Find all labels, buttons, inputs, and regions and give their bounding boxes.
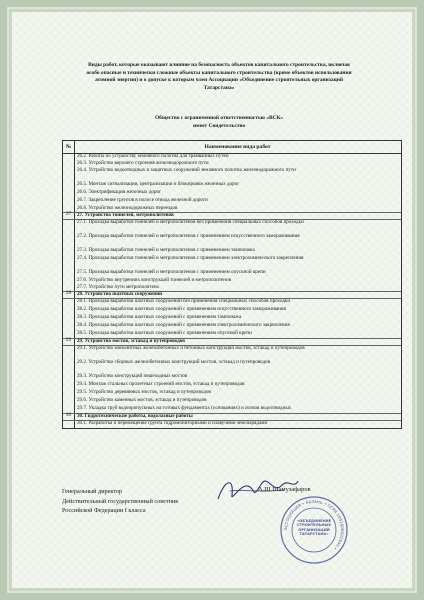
row-work-type: 29.4. Монтаж стальных пролетных строений мостов, эстакад и путепроводов: [77, 380, 245, 387]
table-row: [63, 197, 401, 205]
row-number: 29: [65, 337, 72, 343]
row-number: [63, 359, 74, 373]
table-row: [63, 373, 401, 381]
table-row: [63, 277, 401, 284]
row-work-type: 26.2. Работы по устройству земляного полотна для трамвайных путей: [77, 152, 229, 159]
table-row: [63, 255, 401, 269]
row-work-type: 28.1. Проходка выработки шахтных сооружений без применения специальных способов проходки: [77, 297, 291, 304]
header-line: особо опасные и технически сложные объекты капитального строительства (кроме объектов использования: [86, 69, 352, 76]
row-number: 27: [65, 211, 72, 217]
row-number: [63, 373, 74, 381]
row-number: [63, 197, 74, 205]
work-types-table: [62, 140, 402, 429]
row-number: [63, 160, 74, 167]
column-header-number: №: [63, 141, 75, 153]
row-number: [63, 298, 74, 306]
signatory-rank: Действительный государственный советник: [62, 497, 179, 505]
header-line: Татарстана»: [203, 84, 235, 91]
row-work-type: 29.3. Устройство конструкций пешеходных мостов: [77, 372, 188, 379]
row-number: [63, 381, 74, 389]
table-row: [63, 359, 401, 373]
table-row: [63, 397, 401, 405]
row-work-type: 27.1. Проходка выработки тоннелей и метрополитенов без применения специальных способов проходки: [77, 218, 304, 225]
row-work-type: 28.2. Проходка выработки шахтных сооружений с применением искусственного замораживания: [77, 305, 286, 312]
row-number: [63, 314, 74, 322]
table-row: [63, 389, 401, 397]
row-work-type: 28. Устройство шахтных сооружений: [77, 290, 163, 297]
row-work-type: 29.6. Устройство каменных мостов, эстакад и путепроводов: [77, 396, 207, 403]
row-work-type: 26.8. Устройство железнодорожных переездов: [77, 204, 178, 211]
document-header: [27, 62, 411, 92]
row-work-type: 27.5. Проходка выработки тоннелей и метрополитенов с применением опускной крепи: [77, 268, 266, 275]
table-row: [63, 160, 401, 167]
row-number: [63, 247, 74, 255]
row-number: [63, 233, 74, 247]
row-work-type: 28.3. Проходка выработки шахтных сооружений с применением тампонажа: [77, 313, 242, 320]
row-number: [63, 389, 74, 397]
row-number: 30: [65, 412, 72, 418]
row-number: [63, 345, 74, 359]
row-number: [63, 255, 74, 269]
row-work-type: 27. Устройство тоннелей, метрополитенов: [77, 211, 174, 218]
row-work-type: 27.7. Устройство пути метрополитена: [77, 283, 159, 290]
table-row: [63, 314, 401, 322]
row-number: [63, 153, 74, 160]
row-work-type: 30.1. Разработка и перемещение грунта гидромониторными и плавучими земснарядами: [77, 419, 268, 426]
row-number: [63, 420, 74, 429]
row-number: [63, 397, 74, 405]
row-work-type: 29.5. Устройство деревянных мостов, эстакад и путепроводов: [77, 388, 211, 395]
signatory-position: Генеральный директор: [62, 488, 123, 495]
row-work-type: 28.4. Проходка выработки шахтных сооружений с применением электрохимического закрепления: [77, 321, 290, 328]
row-number: [63, 322, 74, 330]
row-work-type: 27.6. Устройство внутренних конструкций тоннелей и метрополитенов: [77, 276, 231, 283]
column-header-name: Наименование вида работ: [204, 144, 271, 150]
row-number: [63, 189, 74, 197]
row-number: [63, 219, 74, 233]
table-row: [63, 219, 401, 233]
signatory-rank-country: Российской Федерации I класса: [62, 507, 146, 514]
official-seal: [279, 495, 349, 565]
table-row: [63, 189, 401, 197]
row-work-type: 29. Устройство мостов, эстакад и путепроводов: [77, 337, 185, 344]
table-row: [63, 420, 401, 429]
table-row: [63, 322, 401, 330]
row-work-type: 29.1. Устройство монолитных железобетонных и бетонных конструкций мостов, эстакад и путепроводов: [77, 344, 305, 351]
row-work-type: 26.5. Монтаж сигнализации, централизации и блокировки железных дорог: [77, 180, 240, 187]
row-number: [63, 277, 74, 284]
table-row: [63, 381, 401, 389]
row-work-type: 27.3. Проходка выработки тоннелей и метрополитенов с применением тампонажа: [77, 246, 255, 253]
table-row: [63, 269, 401, 277]
row-work-type: 27.4. Проходка выработки тоннелей и метрополитенов с применением электрохимического закрепления: [77, 254, 304, 261]
row-work-type: 26.7. Закрепление грунтов в полосе отвода железной дороги: [77, 196, 208, 203]
row-number: [63, 269, 74, 277]
row-work-type: 26.4. Устройство водоотводных и защитных сооружений земляного полотна железнодорожного пути: [77, 166, 296, 173]
organization-name: Общество с ограниченной ответственностью «ВСК»: [154, 115, 284, 121]
table-row: [63, 153, 401, 160]
row-number: [63, 167, 74, 181]
organization-info: [27, 115, 411, 130]
table-row: [63, 247, 401, 255]
table-row: [63, 306, 401, 314]
table-row: [63, 298, 401, 306]
seal-ring-text: АССОЦИАЦИЯ • КАЗАНЬ • ОГРН 1091600002840 •: [282, 498, 346, 552]
row-work-type: 29.2. Устройство сборных железобетонных конструкций мостов, эстакад и путепроводов: [77, 358, 270, 365]
signatory-name: А.Ш.Шамузафаров: [258, 486, 311, 493]
table-row: [63, 181, 401, 189]
row-work-type: 26.3. Устройство верхнего строения железнодорожного пути: [77, 159, 209, 166]
seal-center-text: «ОБЪЕДИНЕНИЕ СТРОИТЕЛЬНЫХ ОРГАНИЗАЦИЙ ТАТАРСТАНА»: [296, 519, 332, 537]
row-number: [63, 306, 74, 314]
row-work-type: 27.2. Проходка выработки тоннелей и метрополитенов с применением искусственного замораживания: [77, 232, 300, 239]
table-row: [63, 233, 401, 247]
certificate-note: имеет Свидетельство: [192, 122, 246, 129]
table-row: [63, 345, 401, 359]
header-line: Виды работ, которые оказывают влияние на безопасность объектов капитального строительства, включая: [88, 62, 350, 68]
header-line: атомной энергии) и о допуске к которым член Ассоциации «Объединение строительных организаций: [95, 77, 343, 84]
row-number: [63, 181, 74, 189]
row-work-type: 29.7. Укладка труб водопропускных на готовых фундаментах (основаниях) и лотков водоотводных: [77, 404, 292, 411]
row-number: 28: [65, 290, 72, 296]
row-work-type: 26.6. Электрификация железных дорог: [77, 188, 162, 195]
row-work-type: 30. Гидротехнические работы, водолазные работы: [77, 412, 193, 419]
table-row: [63, 167, 401, 181]
row-work-type: 28.5. Проходка выработки шахтных сооружений с применением опускной крепи: [77, 329, 252, 336]
